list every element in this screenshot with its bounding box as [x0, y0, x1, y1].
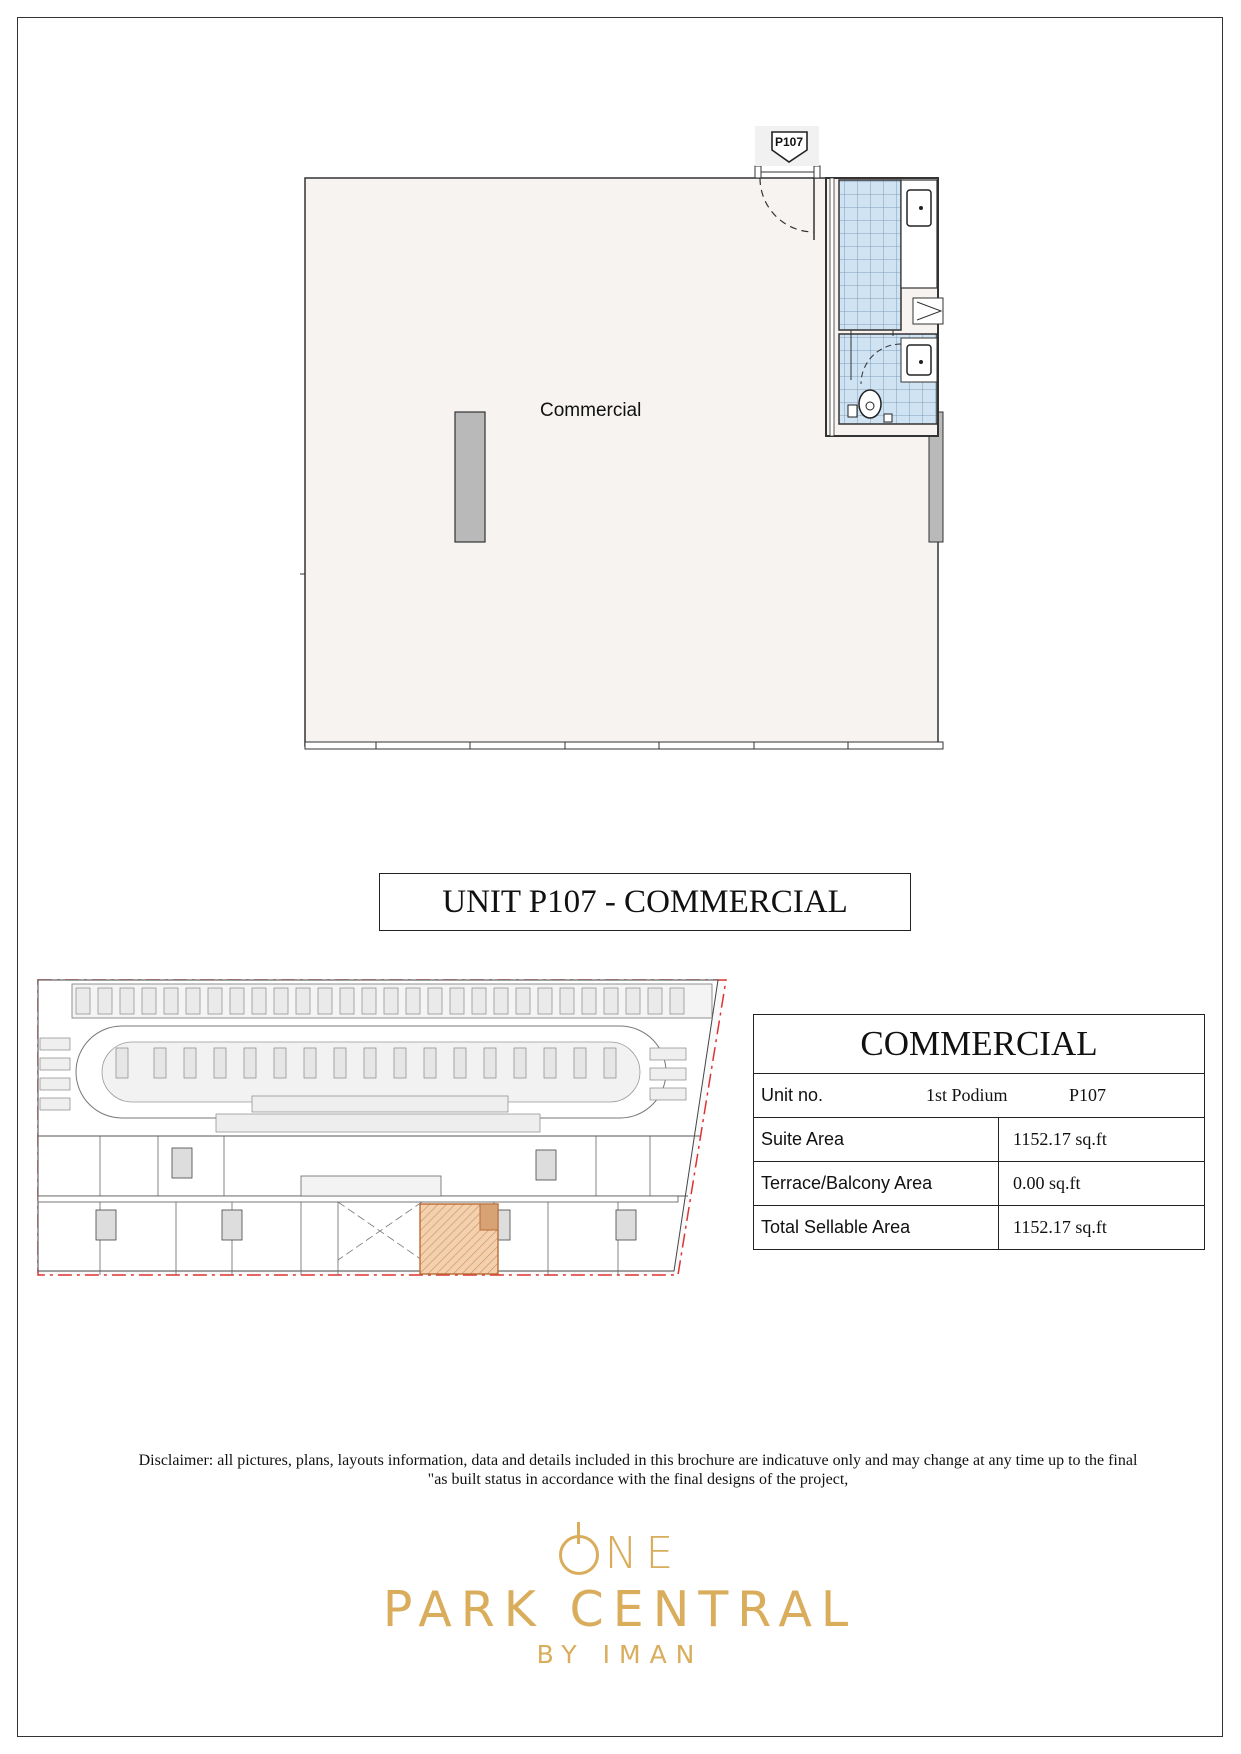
brand-logo [340, 1528, 900, 1669]
unit-label: Unit no. [761, 1085, 824, 1105]
logo-line-2: PARK CENTRAL [382, 1581, 858, 1638]
toilet-icon [859, 390, 881, 418]
disclaimer [60, 1451, 1216, 1489]
room-label-commercial: Commercial [540, 400, 642, 421]
logo-line-1: NE [604, 1528, 682, 1579]
area-table [753, 1014, 1205, 1250]
suite-area-label: Suite Area [754, 1118, 999, 1162]
podium-value: 1st Podium [926, 1085, 1008, 1105]
disclaimer-line-2: "as built status in accordance with the final designs of the project, [427, 1471, 849, 1488]
washroom-1 [839, 180, 901, 330]
door-tag: P107 [774, 135, 804, 149]
logo-line-3: BY IMAN [536, 1640, 704, 1669]
unit-number: P107 [1069, 1085, 1107, 1105]
terrace-area-label: Terrace/Balcony Area [754, 1162, 999, 1206]
sink-icon [907, 345, 931, 375]
suite-area-value: 1152.17 sq.ft [999, 1118, 1205, 1162]
disclaimer-line-1: Disclaimer: all pictures, plans, layouts information, data and details included in this brochure are indicatuve only and may change at any time up to the final [138, 1452, 1138, 1469]
unit-title: UNIT P107 - COMMERCIAL [379, 873, 911, 931]
key-plan [36, 978, 728, 1280]
total-area-value: 1152.17 sq.ft [999, 1206, 1205, 1250]
area-table-header: COMMERCIAL [754, 1015, 1205, 1074]
total-area-label: Total Sellable Area [754, 1206, 999, 1250]
floor-plan [0, 0, 1241, 780]
column [455, 412, 485, 542]
unit-row [754, 1074, 1205, 1118]
terrace-area-value: 0.00 sq.ft [999, 1162, 1205, 1206]
logo-o-ring-icon [559, 1535, 599, 1575]
